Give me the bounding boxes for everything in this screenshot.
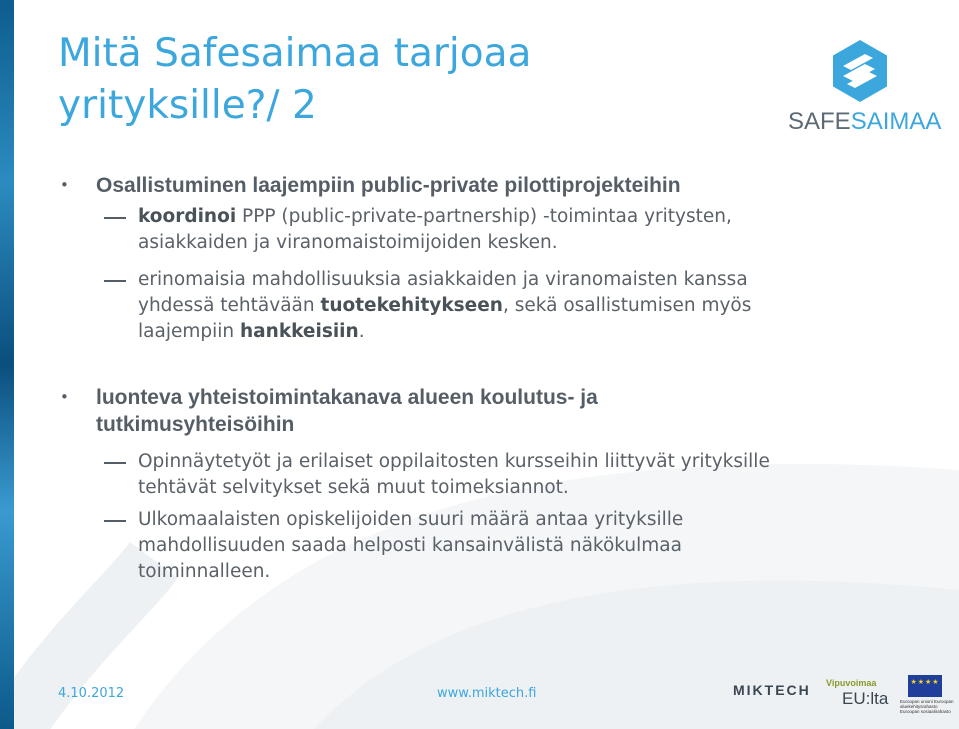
eu-funding-text: Euroopan unioni Euroopan aluekehitysrahasto Euroopan sosiaalirahasto: [900, 699, 954, 714]
text-fragment: , sekä osallistumisen myös: [502, 295, 752, 316]
bullet-1-sub-1-line-1: [138, 204, 732, 230]
bullet-2-sub-2-line-2: mahdollisuuden saada helposti kansainvälistä näkökulmaa: [138, 535, 682, 556]
bullet-1-sub-2-line-2: [138, 293, 751, 319]
logo-text-safe: SAFE: [788, 108, 851, 135]
dash-marker: [104, 520, 126, 522]
bullet-2-sub-2-line-1: Ulkomaalaisten opiskelijoiden suuri määrä antaa yrityksille: [138, 509, 684, 530]
miktech-logo: MIKTECH: [733, 682, 811, 698]
vipuvoimaa-label: Vipuvoimaa: [826, 678, 877, 688]
bold-tuotekehitykseen: tuotekehitykseen: [320, 295, 503, 316]
eu-stars: ★★★★: [910, 678, 940, 686]
bold-koordinoi: koordinoi: [138, 206, 237, 227]
dash-marker: [104, 462, 126, 464]
bullet-1-sub-2-line-1: erinomaisia mahdollisuuksia asiakkaiden ja viranomaisten kanssa: [138, 269, 748, 290]
title-line-2: yrityksille?/ 2: [58, 83, 317, 128]
bullet-marker: •: [60, 176, 69, 194]
footer-date: 4.10.2012: [58, 686, 125, 701]
bullet-marker: •: [60, 388, 69, 406]
title-line-1: Mitä Safesaimaa tarjoaa: [58, 31, 532, 76]
footer-url-link[interactable]: www.miktech.fi: [437, 686, 537, 701]
bullet-2-sub-1-line-1: Opinnäytetyöt ja erilaiset oppilaitosten kursseihin liittyvät yrityksille: [138, 451, 770, 472]
bullet-2-sub-1-line-2: tehtävät selvitykset sekä muut toimeksiannot.: [138, 477, 569, 498]
bullet-1-sub-1-line-2: asiakkaiden ja viranomaistoimijoiden kesken.: [138, 232, 558, 253]
bullet-2-text-line-2: tutkimusyhteisöihin: [96, 413, 295, 436]
bullet-1-sub-2-line-3: [138, 319, 365, 345]
text-fragment: .: [358, 321, 365, 342]
bullet-2-sub-2-line-3: toiminnalleen.: [138, 561, 271, 582]
text-fragment: yhdessä tehtävään: [138, 295, 321, 316]
text-fragment: laajempiin: [138, 321, 240, 342]
dash-marker: [104, 280, 126, 282]
bold-hankkeisiin: hankkeisiin: [240, 321, 359, 342]
dash-marker: [104, 217, 126, 219]
eu-flag-icon: [908, 675, 942, 697]
logo-text-saimaa: SAIMAA: [850, 108, 942, 135]
eulta-label: EU:lta: [842, 689, 889, 708]
bullet-2-text-line-1: luonteva yhteistoimintakanava alueen koulutus- ja: [96, 386, 598, 409]
bullet-1-text: Osallistuminen laajempiin public-private pilottiprojekteihin: [96, 174, 681, 197]
text-fragment: PPP (public-private-partnership) -toimintaa yritysten,: [236, 206, 732, 227]
